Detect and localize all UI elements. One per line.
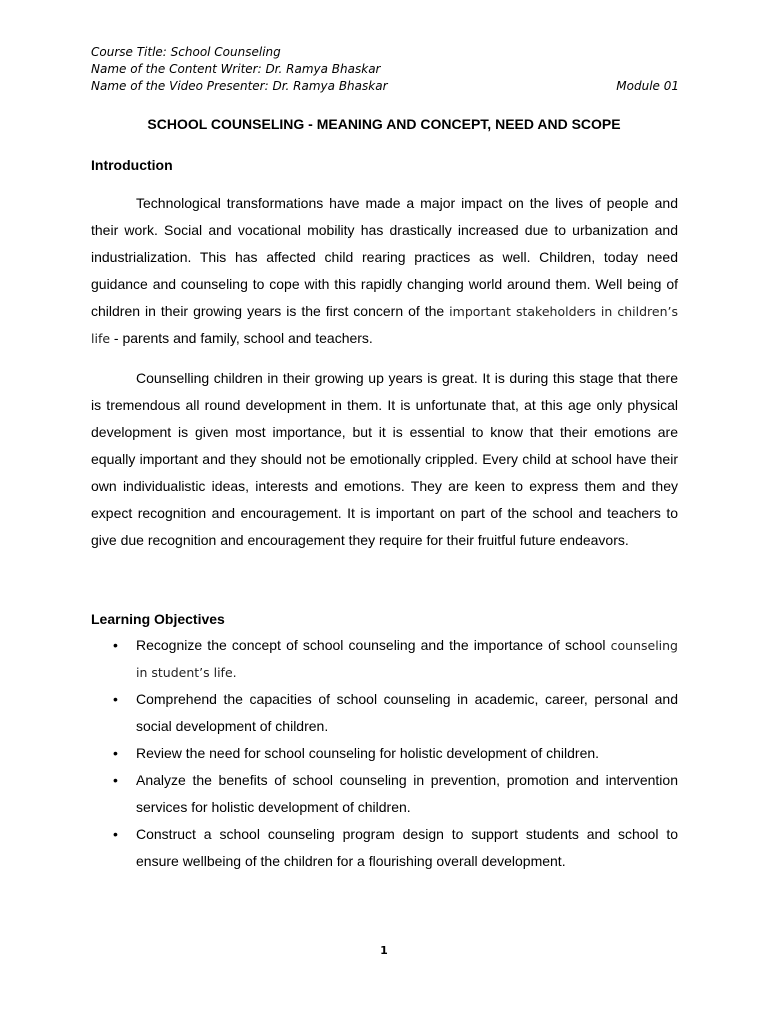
- video-presenter: Name of the Video Presenter: Dr. Ramya Bhaskar: [91, 79, 388, 93]
- bullet-icon: •: [113, 637, 118, 653]
- content-writer: Name of the Content Writer: Dr. Ramya Bhaskar: [91, 62, 381, 76]
- learning-objectives-heading: Learning Objectives: [91, 611, 225, 627]
- bullet-icon: •: [113, 691, 118, 707]
- list-item-text: Review the need for school counseling for holistic development of children.: [136, 745, 600, 761]
- list-item: [91, 821, 678, 875]
- introduction-heading: Introduction: [91, 157, 173, 173]
- module-label: Module 01: [616, 79, 679, 93]
- list-item: [91, 767, 678, 821]
- list-item: [91, 686, 678, 740]
- page-title: SCHOOL COUNSELING - MEANING AND CONCEPT, NEED AND SCOPE: [147, 116, 621, 132]
- list-item: [91, 632, 678, 686]
- introduction-paragraph-2: Counselling children in their growing up years is great. It is during this stage that there is tremendous all round development in them. It is unfortunate that, at this age only physical development is given most importance, but it is essential to know that their emotions are equally important and they should not be emotionally crippled. Every child at school have their own individualistic ideas, interests and emotions. They are keen to express them and they expect recognition and encouragement. It is important on part of the school and teachers to give due recognition and encouragement they require for their fruitful future endeavors.: [91, 370, 678, 548]
- list-item-text: Recognize the concept of school counseling and the importance of school: [136, 637, 611, 653]
- bullet-icon: •: [113, 745, 118, 761]
- paragraph-text-end: - parents and family, school and teachers.: [110, 330, 373, 346]
- introduction-paragraph-1: [91, 190, 678, 352]
- list-item: [91, 740, 678, 767]
- document-header: [91, 44, 681, 95]
- list-item-text: Comprehend the capacities of school counseling in academic, career, personal and social development of children.: [136, 691, 678, 734]
- page-number: 1: [380, 944, 388, 957]
- paragraph-text-alt-font: important stakeholders in children’s life: [91, 304, 678, 346]
- bullet-icon: •: [113, 772, 118, 788]
- list-item-text: Analyze the benefits of school counseling in prevention, promotion and intervention services for holistic development of children.: [136, 772, 678, 815]
- bullet-icon: •: [113, 826, 118, 842]
- course-title: Course Title: School Counseling: [91, 45, 281, 59]
- list-item-text-alt-font: counseling in student’s life.: [136, 638, 678, 680]
- paragraph-text: Technological transformations have made a major impact on the lives of people and their work. Social and vocational mobility has drastically increased due to urbanization and industrialization. This has affected child rearing practices as well. Children, today need guidance and counseling to cope with this rapidly changing world around them. Well being of children in their growing years is the first concern of the: [91, 195, 678, 319]
- learning-objectives-list: [91, 632, 678, 875]
- list-item-text: Construct a school counseling program design to support students and school to ensure wellbeing of the children for a flourishing overall development.: [136, 826, 678, 869]
